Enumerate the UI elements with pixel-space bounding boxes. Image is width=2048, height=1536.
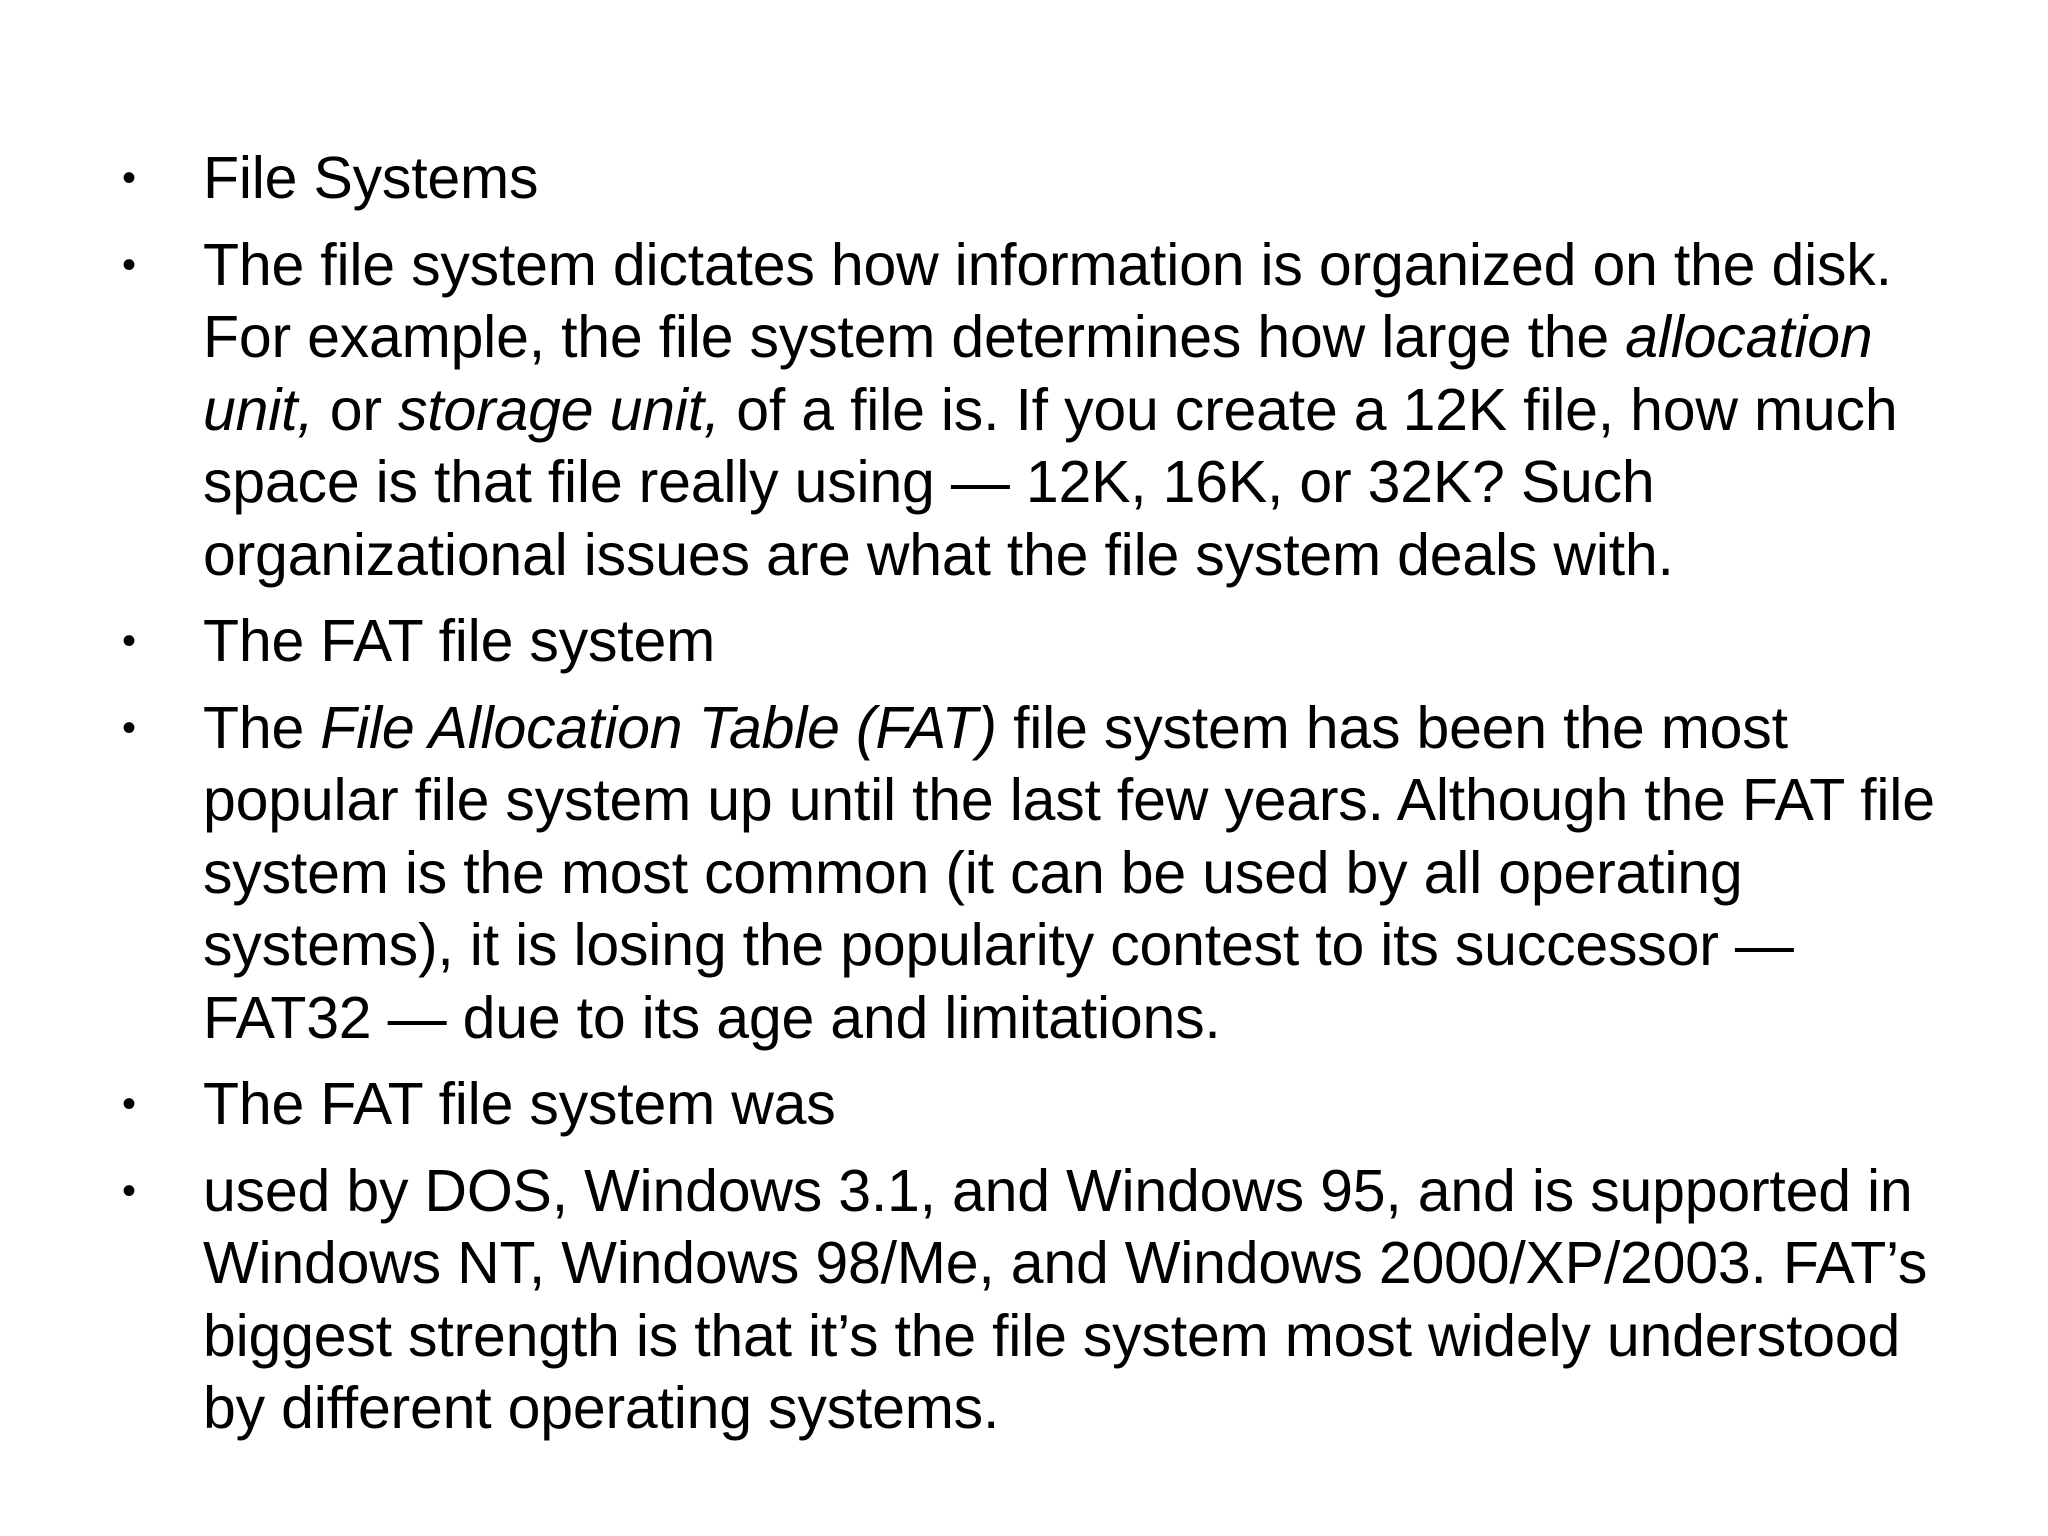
bullet-item-fat-heading: [118, 605, 1978, 678]
bullet-text: file system has been the most popular file system up until the last few years. Although the FAT file system is the most common (it can be used by all operating systems), it is losing the popularity contest to its successor — FAT32 — due to its age and limitations.: [203, 694, 1935, 1051]
bullet-text: The FAT file system was: [203, 1071, 836, 1137]
bullet-item-fat-usage: [118, 1155, 1978, 1445]
bullet-text: The: [203, 694, 321, 761]
emphasis-allocation-unit: allocation unit,: [203, 304, 1873, 443]
bullet-icon: •: [122, 1082, 136, 1126]
bullet-icon: •: [122, 619, 136, 663]
bullet-item-fat-description: [118, 692, 1978, 1055]
bullet-icon: •: [122, 242, 136, 287]
bullet-text: or: [313, 376, 398, 443]
emphasis-file-allocation-table: File Allocation Table (FAT): [320, 694, 997, 761]
bullet-text: The file system dictates how information is organized on the disk. For example, the file system determines how large the: [203, 231, 1892, 370]
bullet-item-fat-was: [118, 1068, 1978, 1141]
bullet-text: File Systems: [203, 145, 539, 211]
bullet-text: The FAT file system: [203, 608, 716, 674]
bullet-icon: •: [122, 156, 136, 200]
bullet-item-file-systems: [118, 142, 1978, 215]
emphasis-storage-unit: storage unit,: [397, 376, 721, 443]
bullet-item-file-system-definition: [118, 229, 1978, 592]
bullet-icon: •: [122, 705, 136, 750]
bullet-text: of a file is. If you create a 12K file, how much space is that file really using — 12K, 16K, or 32K? Such organizational issues are what the file system deals with.: [203, 376, 1898, 588]
bullet-list: [118, 142, 1978, 1459]
bullet-icon: •: [122, 1168, 136, 1213]
bullet-text: used by DOS, Windows 3.1, and Windows 95, and is supported in Windows NT, Windows 98/Me, and Windows 2000/XP/2003. FAT’s biggest strength is that it’s the file system most widely understood by different operating systems.: [203, 1157, 1928, 1441]
